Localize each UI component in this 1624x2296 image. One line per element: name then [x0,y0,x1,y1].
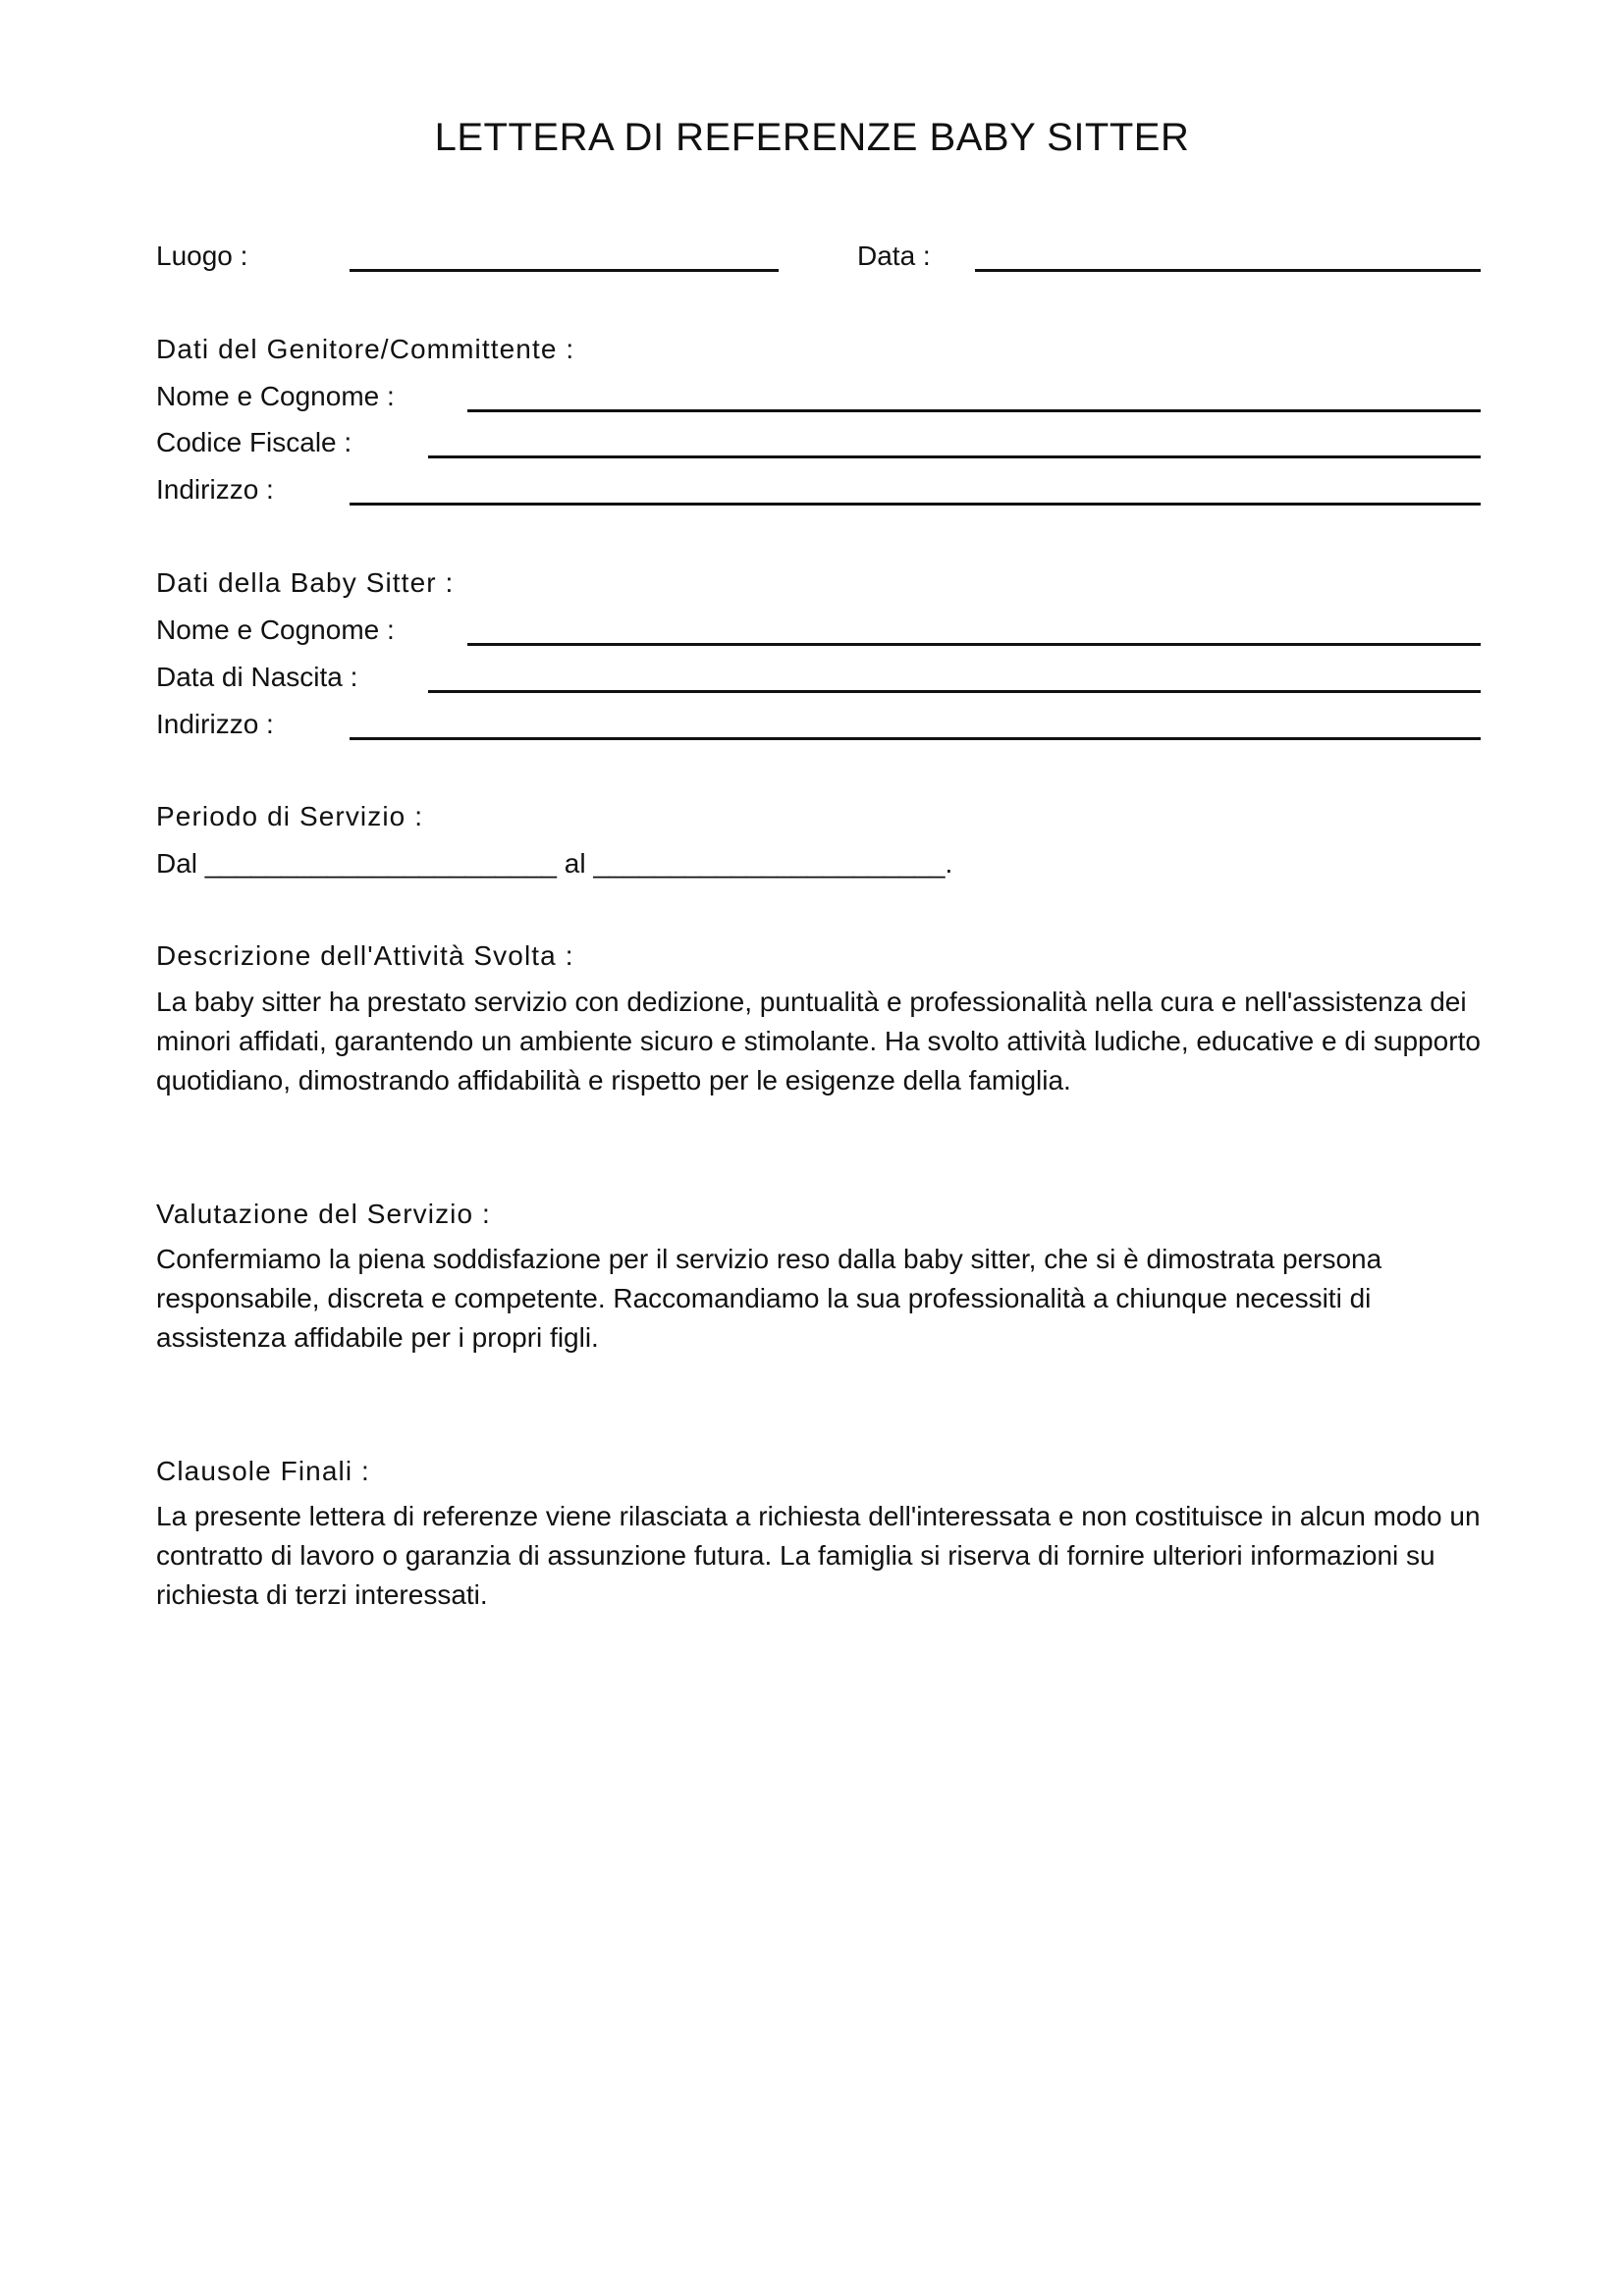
place-label: Luogo : [156,240,248,271]
period-line [156,847,952,881]
place-field[interactable] [350,269,779,272]
evaluation-section-heading: Valutazione del Servizio : [156,1199,491,1229]
parent-name-field[interactable] [467,409,1481,412]
parent-name-label: Nome e Cognome : [156,381,395,411]
date-field[interactable] [975,269,1481,272]
date-label: Data : [857,240,931,271]
final-clauses-heading: Clausole Finali : [156,1456,370,1486]
parent-address-field[interactable] [350,503,1481,506]
period-to-field[interactable]: _______________________ [593,848,946,879]
parent-tax-code-label: Codice Fiscale : [156,427,352,457]
sitter-birth-date-label: Data di Nascita : [156,662,358,692]
period-to-label: al [564,848,586,879]
sitter-birth-date-field[interactable] [428,690,1481,693]
activity-description: La baby sitter ha prestato servizio con dedizione, puntualità e professionalità nella cura e nell'assistenza dei minori affidati, garantendo un ambiente sicuro e stimolante. Ha svolto attività ludiche, educative e di supporto quotidiano, dimostrando affidabilità e rispetto per le esigenze della famiglia. [156,987,1481,1095]
sitter-address-label: Indirizzo : [156,709,274,739]
final-clauses-text: La presente lettera di referenze viene rilasciata a richiesta dell'interessata e non costituisce in alcun modo un contratto di lavoro o garanzia di assunzione futura. La famiglia si riserva di fornire ulteriori informazioni su richiesta di terzi interessati. [156,1501,1481,1610]
sitter-name-label: Nome e Cognome : [156,614,395,645]
period-end-dot: . [945,848,953,879]
period-section-heading: Periodo di Servizio : [156,801,424,831]
sitter-address-field[interactable] [350,737,1481,740]
parent-tax-code-field[interactable] [428,455,1481,458]
sitter-section-heading: Dati della Baby Sitter : [156,567,455,598]
evaluation-description: Confermiamo la piena soddisfazione per il servizio reso dalla baby sitter, che si è dimostrata persona responsabile, discreta e competente. Raccomandiamo la sua professionalità a chiunque necessiti di assistenza affidabile per i propri figli. [156,1244,1382,1353]
period-from-label: Dal [156,848,198,879]
parent-section-heading: Dati del Genitore/Committente : [156,334,575,364]
sitter-name-field[interactable] [467,643,1481,646]
activity-section-heading: Descrizione dell'Attività Svolta : [156,940,574,971]
period-from-field[interactable]: _______________________ [204,848,557,879]
parent-address-label: Indirizzo : [156,474,274,505]
document-title: LETTERA DI REFERENZE BABY SITTER [434,116,1190,159]
